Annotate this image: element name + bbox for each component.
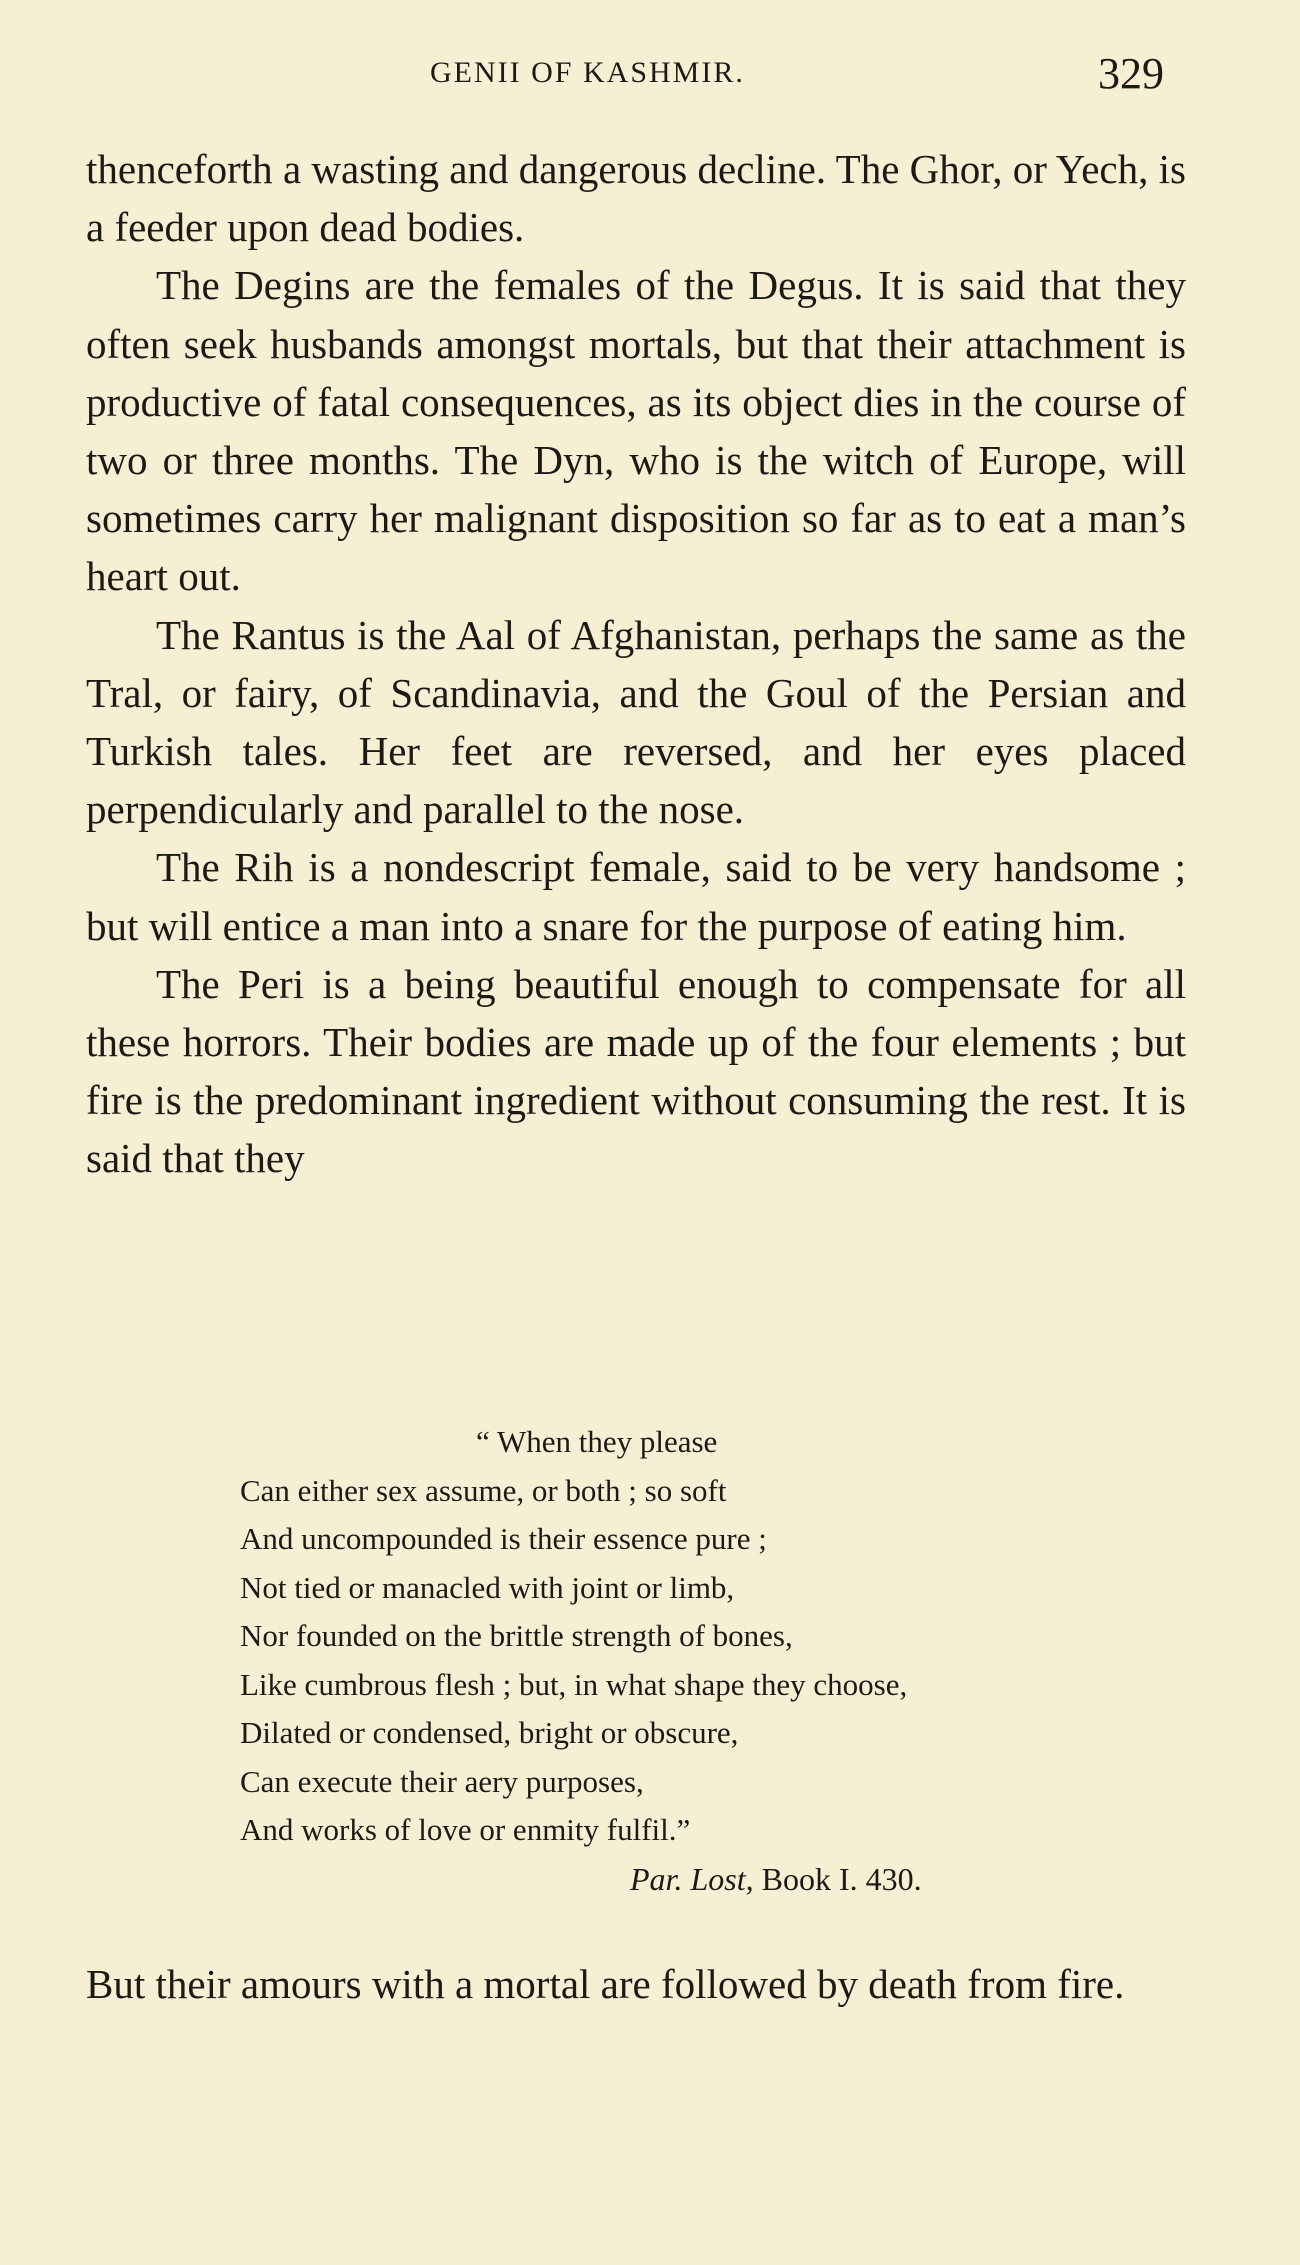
closing-text <box>86 1955 1186 2013</box>
verse-quotation <box>240 1418 1140 1903</box>
verse-line: Dilated or condensed, bright or obscure, <box>240 1715 739 1750</box>
running-head-title: GENII OF KASHMIR. <box>430 56 745 89</box>
paragraph: The Degins are the females of the Degus. It is said that they often seek husbands amongst mortals, but that their attachment is productive of fatal consequences, as its object dies in the course of two or three months. The Dyn, who is the witch of Europe, will sometimes carry her malignant disposition so far as to eat a man’s heart out. <box>86 262 1186 600</box>
verse-line: Can either sex assume, or both ; so soft <box>240 1472 727 1508</box>
paragraph: thenceforth a wasting and dangerous decline. The Ghor, or Yech, is a feeder upon dead bodies. <box>86 146 1186 251</box>
source-reference: Book I. 430. <box>753 1860 922 1897</box>
paragraph: The Rantus is the Aal of Afghanistan, perhaps the same as the Tral, or fairy, of Scandinavia, and the Goul of the Persian and Turkish tales. Her feet are reversed, and her eyes placed perpendicularly and parallel to the nose. <box>86 611 1186 833</box>
paragraph: But their amours with a mortal are followed by death from fire. <box>86 1961 1125 2007</box>
verse-line: “ When they please <box>476 1424 718 1459</box>
verse-line: Not tied or manacled with joint or limb, <box>240 1569 735 1605</box>
quotation-source <box>240 1855 1140 1904</box>
running-head <box>0 48 1300 98</box>
body-text <box>86 140 1186 1188</box>
paragraph: The Peri is a being beautiful enough to compensate for all these horrors. Their bodies are made up of the four elements ; but fire is the predominant ingredient without consuming the rest. It is said that they <box>86 960 1186 1182</box>
verse-line: Like cumbrous flesh ; but, in what shape they choose, <box>240 1666 908 1702</box>
page-number: 329 <box>1098 49 1164 98</box>
verse-line: Nor founded on the brittle strength of bones, <box>240 1618 793 1653</box>
verse-line: And uncompounded is their essence pure ; <box>240 1521 767 1556</box>
source-title: Par. Lost, <box>630 1860 754 1897</box>
verse-line: And works of love or enmity fulfil.” <box>240 1812 691 1847</box>
verse-line: Can execute their aery purposes, <box>240 1763 644 1799</box>
paragraph: The Rih is a nondescript female, said to be very handsome ; but will entice a man into a snare for the purpose of eating him. <box>86 844 1186 949</box>
